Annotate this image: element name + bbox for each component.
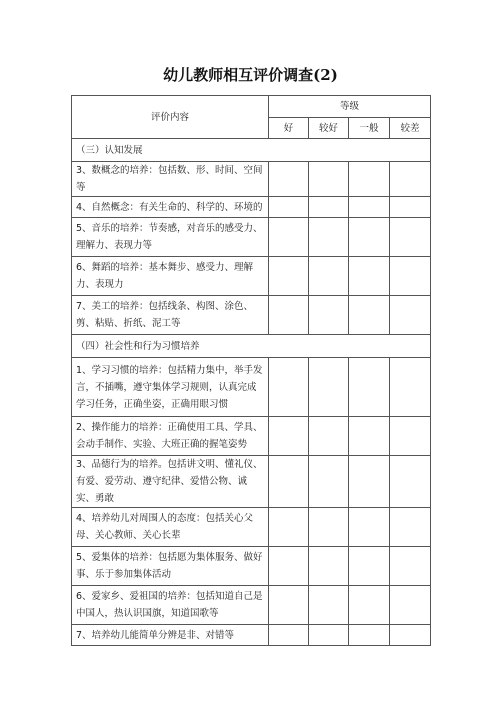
table-row (72, 508, 431, 547)
grade-cell[interactable] (269, 218, 309, 257)
item-text: 3、品德行为的培养。包括讲文明、懂礼仪、有爱、爱劳动、遵守纪律、爱惜公物、诚实、勇敢 (72, 456, 269, 508)
grade-cell[interactable] (269, 417, 309, 456)
item-text: 6、爱家乡、爱祖国的培养：包括知道自己是中国人，热认识国旗，知道国歌等 (72, 586, 269, 625)
grade-cell[interactable] (349, 508, 390, 547)
item-text: 5、爱集体的培养：包括愿为集体服务、做好事、乐于参加集体活动 (72, 547, 269, 586)
item-text: 4、培养幼儿对周围人的态度：包括关心父母、关心教师、关心长辈 (72, 508, 269, 547)
grade-cell[interactable] (349, 296, 390, 335)
grade-cell[interactable] (309, 586, 349, 625)
grade-cell[interactable] (349, 257, 390, 296)
item-text: 7、美工的培养：包括线条、构图、涂色、剪、粘贴、折纸、泥工等 (72, 296, 269, 335)
grade-cell[interactable] (390, 625, 431, 646)
grade-cell[interactable] (309, 456, 349, 508)
table-row (72, 547, 431, 586)
grade-cell[interactable] (390, 508, 431, 547)
grade-cell[interactable] (269, 625, 309, 646)
table-row (72, 162, 431, 197)
table-row (72, 197, 431, 218)
grade-fairly-good: 较好 (309, 118, 349, 139)
grade-cell[interactable] (309, 162, 349, 197)
grade-average: 一般 (349, 118, 390, 139)
item-text: 1、学习习惯的培养：包括精力集中，举手发言，不插嘴，遵守集体学习规则，认真完成学习任务，正确坐姿，正确用眼习惯 (72, 358, 269, 417)
grade-cell[interactable] (309, 218, 349, 257)
content-header: 评价内容 (72, 96, 269, 139)
grade-cell[interactable] (390, 257, 431, 296)
grade-cell[interactable] (269, 162, 309, 197)
grade-cell[interactable] (269, 197, 309, 218)
grade-cell[interactable] (309, 625, 349, 646)
table-row (72, 417, 431, 456)
grade-cell[interactable] (349, 456, 390, 508)
section-row (72, 139, 431, 162)
grade-cell[interactable] (269, 508, 309, 547)
table-row (72, 257, 431, 296)
grade-cell[interactable] (390, 417, 431, 456)
item-text: 3、数概念的培养：包括数、形、时间、空间等 (72, 162, 269, 197)
grade-cell[interactable] (309, 547, 349, 586)
item-text: 5、音乐的培养：节奏感，对音乐的感受力、理解力、表现力等 (72, 218, 269, 257)
grade-cell[interactable] (349, 417, 390, 456)
grade-cell[interactable] (349, 162, 390, 197)
grade-cell[interactable] (390, 456, 431, 508)
grade-cell[interactable] (269, 358, 309, 417)
item-text: 7、培养幼儿能简单分辨是非、对错等 (72, 625, 269, 646)
table-row (72, 456, 431, 508)
section-title: （四）社会性和行为习惯培养 (72, 335, 431, 358)
table-row (72, 358, 431, 417)
grade-cell[interactable] (309, 197, 349, 218)
grade-cell[interactable] (269, 257, 309, 296)
grade-cell[interactable] (390, 296, 431, 335)
grade-cell[interactable] (390, 162, 431, 197)
grade-cell[interactable] (349, 547, 390, 586)
grade-header: 等级 (269, 96, 431, 118)
grade-cell[interactable] (390, 358, 431, 417)
grade-cell[interactable] (309, 358, 349, 417)
table-row (72, 586, 431, 625)
grade-good: 好 (269, 118, 309, 139)
grade-cell[interactable] (349, 358, 390, 417)
table-row (72, 296, 431, 335)
item-text: 2、操作能力的培养：正确使用工具、学具、会动手制作、实验、大班正确的握笔姿势 (72, 417, 269, 456)
item-text: 4、自然概念：有关生命的、科学的、环境的 (72, 197, 269, 218)
grade-cell[interactable] (390, 218, 431, 257)
grade-cell[interactable] (309, 296, 349, 335)
grade-cell[interactable] (390, 197, 431, 218)
grade-cell[interactable] (269, 547, 309, 586)
table-row (72, 218, 431, 257)
evaluation-table (71, 95, 431, 646)
grade-cell[interactable] (269, 296, 309, 335)
grade-cell[interactable] (309, 508, 349, 547)
grade-cell[interactable] (269, 586, 309, 625)
grade-cell[interactable] (309, 257, 349, 296)
grade-cell[interactable] (349, 218, 390, 257)
table-row (72, 625, 431, 646)
grade-cell[interactable] (390, 586, 431, 625)
grade-poor: 较差 (390, 118, 431, 139)
grade-cell[interactable] (269, 456, 309, 508)
section-row (72, 335, 431, 358)
grade-cell[interactable] (349, 586, 390, 625)
section-title: （三）认知发展 (72, 139, 431, 162)
grade-cell[interactable] (349, 625, 390, 646)
grade-cell[interactable] (309, 417, 349, 456)
grade-cell[interactable] (390, 547, 431, 586)
item-text: 6、舞蹈的培养：基本舞步、感受力、理解力、表现力 (72, 257, 269, 296)
page-title: 幼儿教师相互评价调查(2) (163, 66, 338, 84)
grade-cell[interactable] (349, 197, 390, 218)
